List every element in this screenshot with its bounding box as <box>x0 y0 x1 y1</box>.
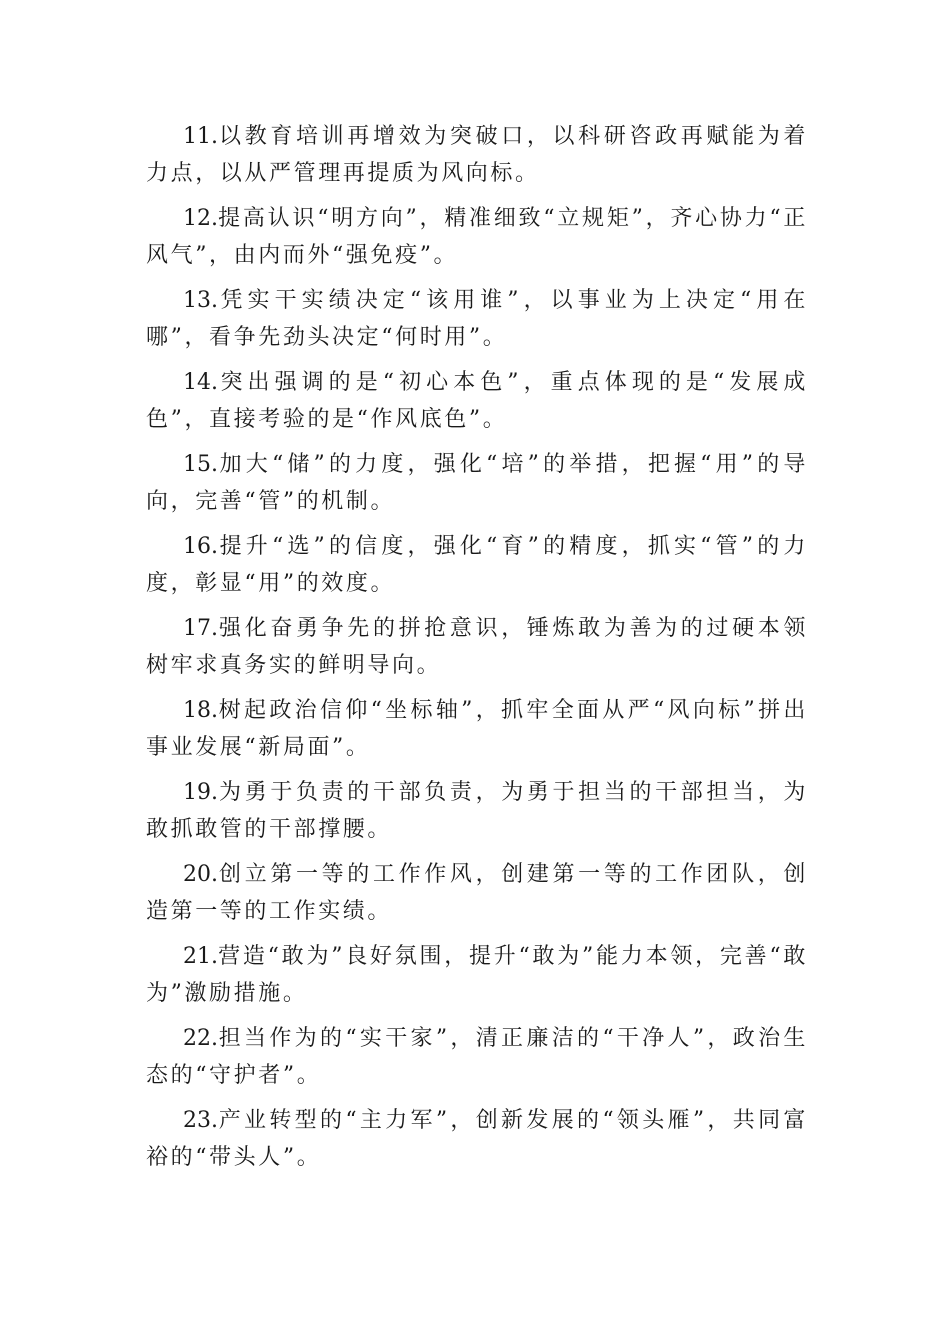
item-text: 产业转型的“主力军”，创新发展的“领头雁”，共同富裕的“带头人”。 <box>146 1108 808 1170</box>
list-item <box>146 528 808 602</box>
item-number: 23. <box>183 1108 218 1133</box>
item-text: 突出强调的是“初心本色”，重点体现的是“发展成色”，直接考验的是“作风底色”。 <box>146 370 808 432</box>
document-body <box>146 118 808 1184</box>
item-number: 11. <box>183 124 218 149</box>
item-number: 15. <box>183 452 218 477</box>
item-text: 营造“敢为”良好氛围，提升“敢为”能力本领，完善“敢为”激励措施。 <box>146 944 808 1006</box>
item-text: 强化奋勇争先的拼抢意识，锤炼敢为善为的过硬本领树牢求真务实的鲜明导向。 <box>146 616 808 678</box>
item-number: 18. <box>183 698 218 723</box>
item-number: 12. <box>183 206 218 231</box>
list-item <box>146 446 808 520</box>
item-number: 22. <box>183 1026 218 1051</box>
item-text: 创立第一等的工作作风，创建第一等的工作团队，创造第一等的工作实绩。 <box>146 862 808 924</box>
item-text: 凭实干实绩决定“该用谁”，以事业为上决定“用在哪”，看争先劲头决定“何时用”。 <box>146 288 808 350</box>
list-item <box>146 610 808 684</box>
list-item <box>146 1020 808 1094</box>
list-item <box>146 118 808 192</box>
item-number: 14. <box>183 370 218 395</box>
item-number: 21. <box>183 944 218 969</box>
list-item <box>146 774 808 848</box>
item-text: 提高认识“明方向”，精准细致“立规矩”，齐心协力“正风气”，由内而外“强免疫”。 <box>146 206 808 268</box>
list-item <box>146 282 808 356</box>
list-item <box>146 938 808 1012</box>
item-number: 17. <box>183 616 218 641</box>
item-number: 16. <box>183 534 218 559</box>
item-text: 加大“储”的力度，强化“培”的举措，把握“用”的导向，完善“管”的机制。 <box>146 452 808 514</box>
item-number: 13. <box>183 288 218 313</box>
item-text: 提升“选”的信度，强化“育”的精度，抓实“管”的力度，彰显“用”的效度。 <box>146 534 808 596</box>
item-text: 以教育培训再增效为突破口，以科研咨政再赋能为着力点，以从严管理再提质为风向标。 <box>146 124 808 186</box>
item-number: 19. <box>183 780 218 805</box>
item-number: 20. <box>183 862 218 887</box>
list-item <box>146 200 808 274</box>
item-text: 担当作为的“实干家”，清正廉洁的“干净人”，政治生态的“守护者”。 <box>146 1026 808 1088</box>
list-item <box>146 364 808 438</box>
list-item <box>146 692 808 766</box>
item-text: 为勇于负责的干部负责，为勇于担当的干部担当，为敢抓敢管的干部撑腰。 <box>146 780 808 842</box>
list-item <box>146 856 808 930</box>
item-text: 树起政治信仰“坐标轴”，抓牢全面从严“风向标”拼出事业发展“新局面”。 <box>146 698 808 760</box>
list-item <box>146 1102 808 1176</box>
